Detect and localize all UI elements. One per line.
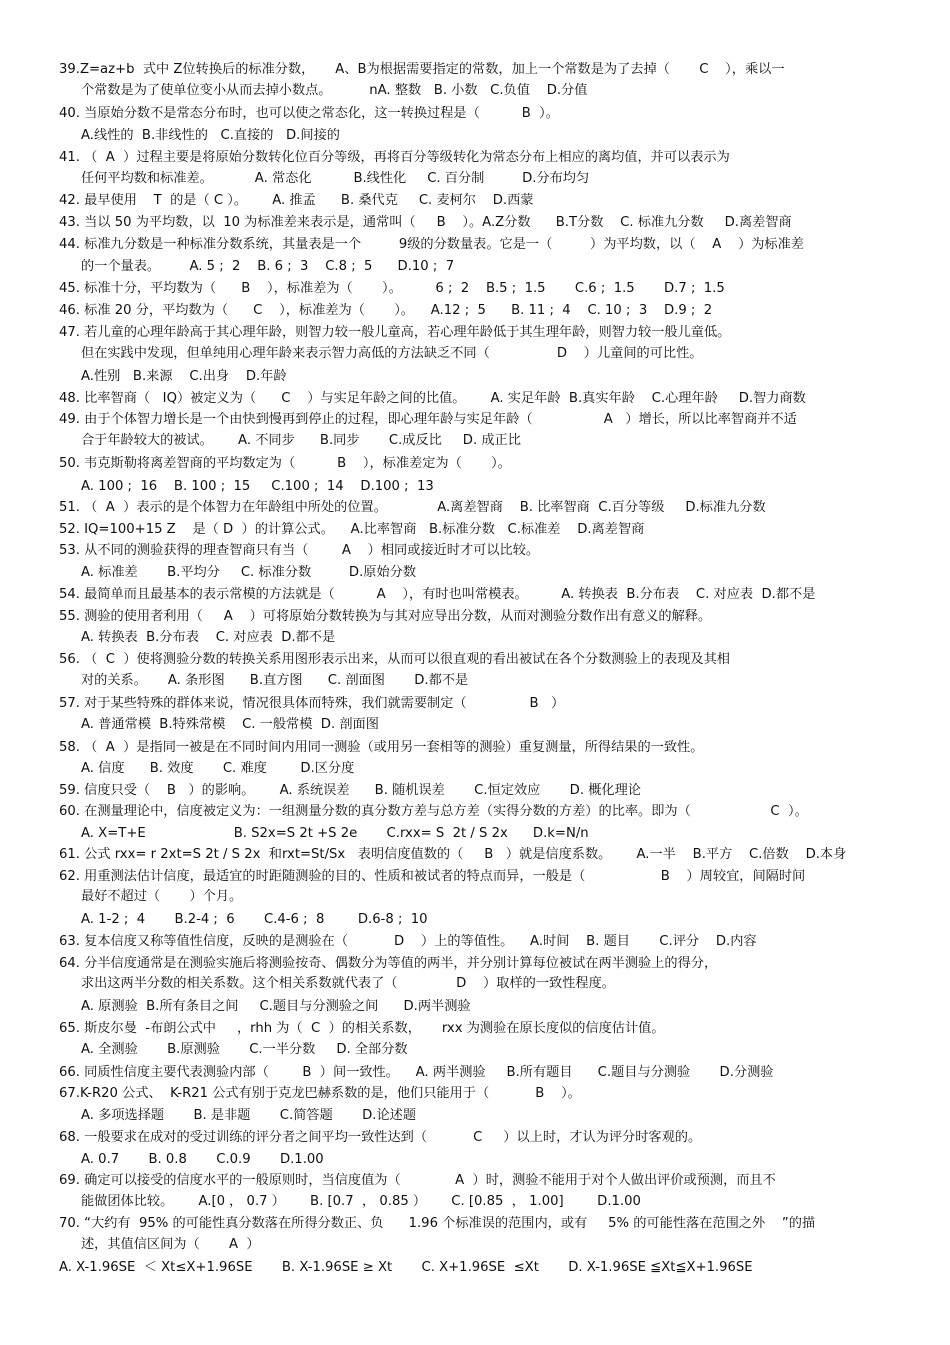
text-line: 63. 复本信度又称等值性信度，反映的是测验在（ D ）上的等值性。 A.时间 B. 题目 C.评分 D.内容 (59, 934, 757, 949)
text-line: 61. 公式 rxx= r 2xt=S 2t / S 2x 和rxt=St/Sx 表明信度值数的（ B ）就是信度系数。 A.一半 B.平方 C.倍数 D.本身 (59, 847, 847, 862)
text-line: 的一个量表。 A. 5 ; 2 B. 6 ; 3 C.8 ; 5 D.10 ; 7 (81, 259, 455, 274)
text-line: 40. 当原始分数不是常态分布时，也可以使之常态化，这一转换过程是（ B ）。 (59, 106, 559, 121)
text-line: 49. 由于个体智力增长是一个由快到慢再到停止的过程，即心理年龄与实足年龄（ A ）增长，所以比率智商并不适 (59, 412, 797, 427)
text-line: 41. （ A ）过程主要是将原始分数转化位百分等级，再将百分等级转化为常态分布上相应的离均值，并可以表示为 (59, 150, 730, 165)
text-line: 65. 斯皮尔曼 -布朗公式中 ，rhh 为（ C ）的相关系数， rxx 为测验在原长度似的信度估计值。 (59, 1021, 665, 1036)
text-line: 64. 分半信度通常是在测验实施后将测验按奇、偶数分为等值的两半，并分别计算每位被试在两半测验上的得分， (59, 956, 718, 971)
text-line: 48. 比率智商（ IQ）被定义为（ C ）与实足年龄之间的比值。 A. 实足年龄 B.真实年龄 C.心理年龄 D.智力商数 (59, 391, 806, 406)
text-line: 69. 确定可以接受的信度水平的一般原则时，当信度值为（ A ）时，测验不能用于对个人做出评价或预测，而且不 (59, 1173, 776, 1188)
text-line: 对的关系。 A. 条形图 B.直方图 C. 剖面图 D.都不是 (81, 673, 469, 688)
text-line: A. 100 ; 16 B. 100 ; 15 C.100 ; 14 D.100 ; 13 (81, 479, 434, 494)
text-line: A. 全测验 B.原测验 C.一半分数 D. 全部分数 (81, 1042, 408, 1057)
text-line: 50. 韦克斯勒将离差智商的平均数定为（ B ），标准差定为（ ）。 (59, 456, 511, 471)
text-line: A. 1-2 ; 4 B.2-4 ; 6 C.4-6 ; 8 D.6-8 ; 10 (81, 912, 428, 927)
text-line: 59. 信度只受（ B ）的影响。 A. 系统误差 B. 随机误差 C.恒定效应 D. 概化理论 (59, 783, 641, 798)
text-line: 67.K-R20 公式、 K-R21 公式有别于克龙巴赫系数的是，他们只能用于（ B ）。 (59, 1086, 581, 1101)
text-line: A. 原测验 B.所有条目之间 C.题目与分测验之间 D.两半测验 (81, 999, 471, 1014)
text-line: A. 标准差 B.平均分 C. 标准分数 D.原始分数 (81, 565, 417, 580)
text-line: 但在实践中发现，但单纯用心理年龄来表示智力高低的方法缺乏不同（ D ）儿童间的可比性。 (81, 346, 703, 361)
text-line: 任何平均数和标准差。 A. 常态化 B.线性化 C. 百分制 D.分布均匀 (81, 171, 590, 186)
text-line: A. 0.7 B. 0.8 C.0.9 D.1.00 (81, 1152, 324, 1167)
text-line: 个常数是为了使单位变小从而去掉小数点。 nA. 整数 B. 小数 C.负值 D.分值 (81, 83, 588, 98)
text-line: 55. 测验的使用者利用（ A ）可将原始分数转换为与其对应导出分数，从而对测验分数作出有意义的解释。 (59, 609, 712, 624)
text-line: 42. 最早使用 T 的是（ C ）。 A. 推孟 B. 桑代克 C. 麦柯尔 D.西蒙 (59, 193, 534, 208)
text-line: 47. 若儿童的心理年龄高于其心理年龄，则智力较一般儿童高，若心理年龄低于其生理年龄，则智力较一般儿童低。 (59, 325, 731, 340)
text-line: A. 多项选择题 B. 是非题 C.简答题 D.论述题 (81, 1108, 417, 1123)
text-line: 43. 当以 50 为平均数，以 10 为标准差来表示是，通常叫（ B ）。A.Z分数 B.T分数 C. 标准九分数 D.离差智商 (59, 215, 792, 230)
text-line: 44. 标准九分数是一种标准分数系统，其量表是一个 9级的分数量表。它是一（ ）为平均数，以（ A ）为标准差 (59, 237, 804, 252)
text-line: 45. 标准十分，平均数为（ B ），标准差为（ ）。 6 ; 2 B.5 ; 1.5 C.6 ; 1.5 D.7 ; 1.5 (59, 281, 725, 296)
text-line: A. 转换表 B.分布表 C. 对应表 D.都不是 (81, 630, 336, 645)
text-line: 52. IQ=100+15 Z 是（ D ）的计算公式。 A.比率智商 B.标准分数 C.标准差 D.离差智商 (59, 522, 645, 537)
text-line: 57. 对于某些特殊的群体来说，情况很具体而特殊，我们就需要制定（ B ） (59, 696, 565, 711)
text-line: 66. 同质性信度主要代表测验内部（ B ）间一致性。 A. 两半测验 B.所有题目 C.题目与分测验 D.分测验 (59, 1065, 774, 1080)
text-line: 46. 标准 20 分，平均数为（ C ），标准差为（ ）。 A.12 ; 5 B. 11 ; 4 C. 10 ; 3 D.9 ; 2 (59, 303, 713, 318)
text-line: A. X=T+E B. S2x=S 2t +S 2e C.rxx= S 2t / S 2x D.k=N/n (81, 826, 589, 841)
text-line: A.线性的 B.非线性的 C.直接的 D.间接的 (81, 128, 340, 143)
text-line: 53. 从不同的测验获得的理查智商只有当（ A ）相同或接近时才可以比较。 (59, 543, 540, 558)
text-line: 58. （ A ）是指同一被是在不同时间内用同一测验（或用另一套相等的测验）重复测量，所得结果的一致性。 (59, 740, 704, 755)
text-line: 51. （ A ）表示的是个体智力在年龄组中所处的位置。 A.离差智商 B. 比率智商 C.百分等级 D.标准九分数 (59, 500, 766, 515)
text-line: A.性别 B.来源 C.出身 D.年龄 (81, 369, 287, 384)
text-line: 62. 用重测法估计信度，最适宜的时距随测验的目的、性质和被试者的特点而异，一般是（ B ）周较宜，间隔时间 (59, 869, 806, 884)
text-line: A. 信度 B. 效度 C. 难度 D.区分度 (81, 761, 355, 776)
text-line: 68. 一般要求在成对的受过训练的评分者之间平均一致性达到（ C ）以上时，才认为评分时客观的。 (59, 1130, 702, 1145)
text-line: 56. （ C ）使将测验分数的转换关系用图形表示出来，从而可以很直观的看出被试在各个分数测验上的表现及其相 (59, 652, 730, 667)
text-line: 39.Z=az+b 式中 Z位转换后的标准分数， A、B为根据需要指定的常数，加上一个常数是为了去掉（ C ），乘以一 (59, 62, 785, 77)
text-line: 求出这两半分数的相关系数。这个相关系数就代表了（ D ）取样的一致性程度。 (81, 976, 615, 991)
text-line: 能做团体比较。 A.[0 ， 0.7 ） B. [0.7 ， 0.85 ） C. [0.85 ， 1.00] D.1.00 (81, 1194, 641, 1209)
text-line: 54. 最简单而且最基本的表示常模的方法就是（ A ），有时也叫常模表。 A. 转换表 B.分布表 C. 对应表 D.都不是 (59, 587, 816, 602)
text-line: 合于年龄较大的被试。 A. 不同步 B.同步 C.成反比 D. 成正比 (81, 433, 521, 448)
text-line: 最好不超过（ ）个月。 (81, 889, 243, 904)
text-line: 60. 在测量理论中，信度被定义为：一组测量分数的真分数方差与总方差（实得分数的方差）的比率。即为（ C ）。 (59, 804, 808, 819)
text-line: A. X-1.96SE ＜ Xt≤X+1.96SE B. X-1.96SE ≥ Xt C. X+1.96SE ≤Xt D. X-1.96SE ≦Xt≦X+1.96SE (59, 1260, 753, 1275)
text-line: A. 普通常模 B.特殊常模 C. 一般常模 D. 剖面图 (81, 717, 379, 732)
text-line: 述，其值信区间为（ A ） (81, 1237, 260, 1252)
text-line: 70. “大约有 95% 的可能性真分数落在所得分数正、负 1.96 个标准误的范围内，或有 5% 的可能性落在范围之外 ”的描 (59, 1216, 816, 1231)
